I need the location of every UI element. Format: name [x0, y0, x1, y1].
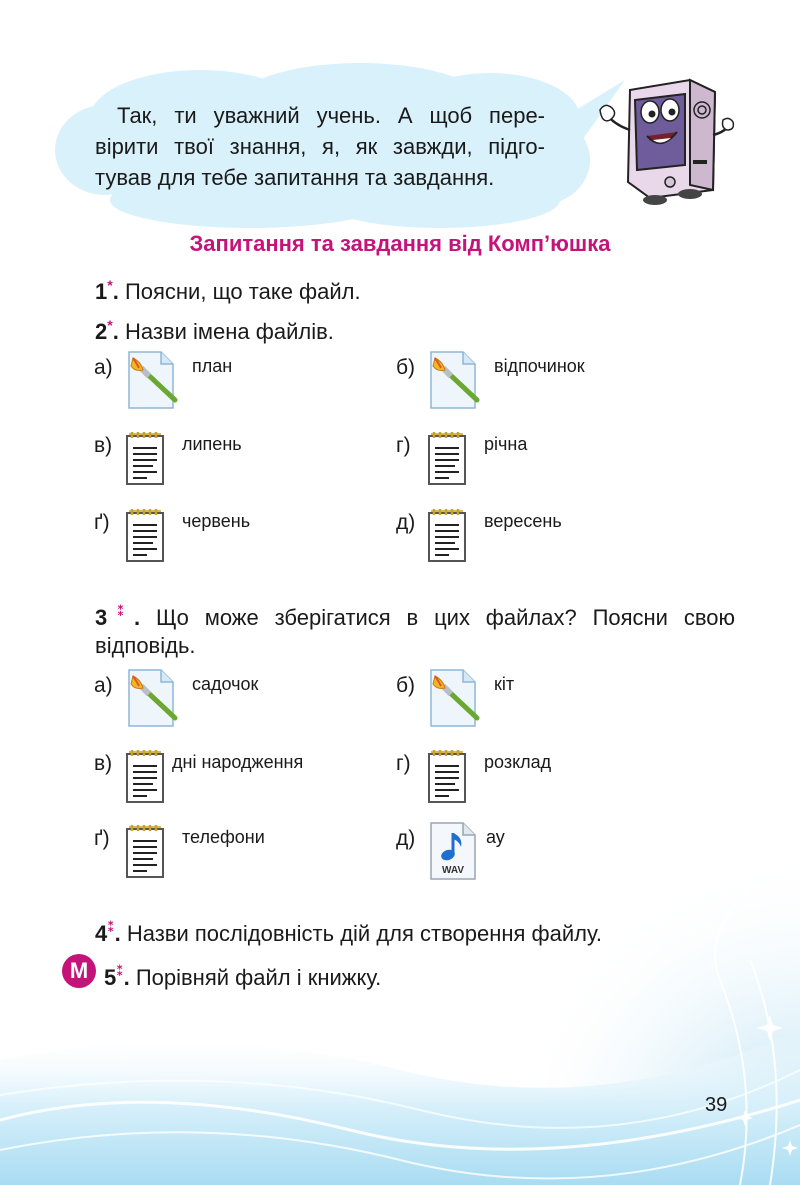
question-number: 5 [104, 965, 117, 990]
file-item [396, 752, 716, 812]
question-number: 4 [95, 921, 108, 946]
question-number: 2 [95, 319, 108, 344]
question-1 [95, 271, 735, 306]
question-text: Поясни, що таке файл. [118, 279, 361, 304]
paint-file-icon [423, 666, 485, 728]
notepad-file-icon [121, 426, 183, 488]
wav-file-icon [423, 819, 485, 881]
file-name: телефони [182, 827, 265, 847]
question-dot: . [123, 965, 130, 990]
item-letter: в) [94, 434, 113, 457]
item-letter: а) [94, 674, 113, 697]
item-letter: а) [94, 356, 113, 379]
paint-file-icon [121, 666, 183, 728]
file-item [94, 356, 394, 416]
section-heading: Запитання та завдання від Комп’юшка [189, 231, 611, 256]
notepad-file-icon [121, 503, 183, 565]
item-letter: ґ) [94, 827, 110, 850]
question-3 [95, 597, 735, 660]
question-5 [104, 957, 744, 992]
notepad-file-icon [423, 426, 485, 488]
file-item [94, 434, 394, 494]
question-dot: . [112, 319, 119, 344]
question-number: 3 [95, 605, 108, 630]
file-item [396, 511, 716, 571]
file-item [396, 674, 716, 734]
question-text: Що може зберігатися в цих файлах? Поясни свою відповідь. [95, 605, 735, 658]
question-number: 1 [95, 279, 108, 304]
file-name: розклад [484, 752, 552, 772]
question-4 [95, 913, 735, 948]
file-item [94, 674, 394, 734]
question-dot: . [134, 605, 141, 630]
file-name: річна [484, 434, 528, 454]
file-name: червень [182, 511, 251, 531]
question-dot: . [112, 279, 119, 304]
file-item [94, 752, 394, 812]
item-letter: в) [94, 752, 113, 775]
notepad-file-icon [423, 503, 485, 565]
file-name: відпочинок [494, 356, 585, 376]
intro-line-3: тував для тебе запитання та завдання. [95, 165, 495, 190]
item-letter: г) [396, 434, 411, 457]
item-letter: г) [396, 752, 411, 775]
notepad-file-icon [121, 819, 183, 881]
file-name: ау [486, 827, 505, 847]
item-letter: д) [396, 511, 416, 534]
question-text: Назви послідовність дій для створення файлу. [120, 921, 602, 946]
difficulty-star-icon: * [107, 317, 113, 333]
intro-line-1: Так, ти уважний учень. А щоб пере- [117, 103, 545, 128]
file-item [396, 827, 716, 887]
notepad-file-icon [423, 744, 485, 806]
difficulty-star-icon: ⁑ [116, 963, 124, 979]
item-letter: д) [396, 827, 416, 850]
file-item [94, 511, 394, 571]
file-item [94, 827, 394, 887]
file-name: вересень [484, 511, 562, 531]
speech-bubble-text [95, 100, 545, 193]
question-2 [95, 311, 735, 346]
file-name: план [192, 356, 233, 376]
m-badge: М [62, 954, 96, 988]
page-number: 39 [705, 1094, 728, 1116]
file-item [396, 434, 716, 494]
difficulty-star-icon: ⁑ [107, 919, 115, 935]
paint-file-icon [423, 348, 485, 410]
item-letter: б) [396, 356, 416, 379]
paint-file-icon [121, 348, 183, 410]
item-letter: ґ) [94, 511, 110, 534]
file-name: липень [182, 434, 242, 454]
wav-label: WAV [441, 865, 465, 876]
file-item [396, 356, 716, 416]
file-name: садочок [192, 674, 259, 694]
question-text: Порівняй файл і книжку. [129, 965, 382, 990]
difficulty-star-icon: * [107, 277, 113, 293]
file-name: дні народження [172, 752, 304, 772]
difficulty-star-icon: ⁑ [107, 603, 135, 619]
computer-mascot-icon [595, 70, 735, 205]
file-name: кіт [494, 674, 515, 694]
item-letter: б) [396, 674, 416, 697]
intro-line-2: вірити твої знання, я, як завжди, підго- [95, 134, 545, 159]
question-dot: . [114, 921, 121, 946]
question-text: Назви імена файлів. [118, 319, 334, 344]
